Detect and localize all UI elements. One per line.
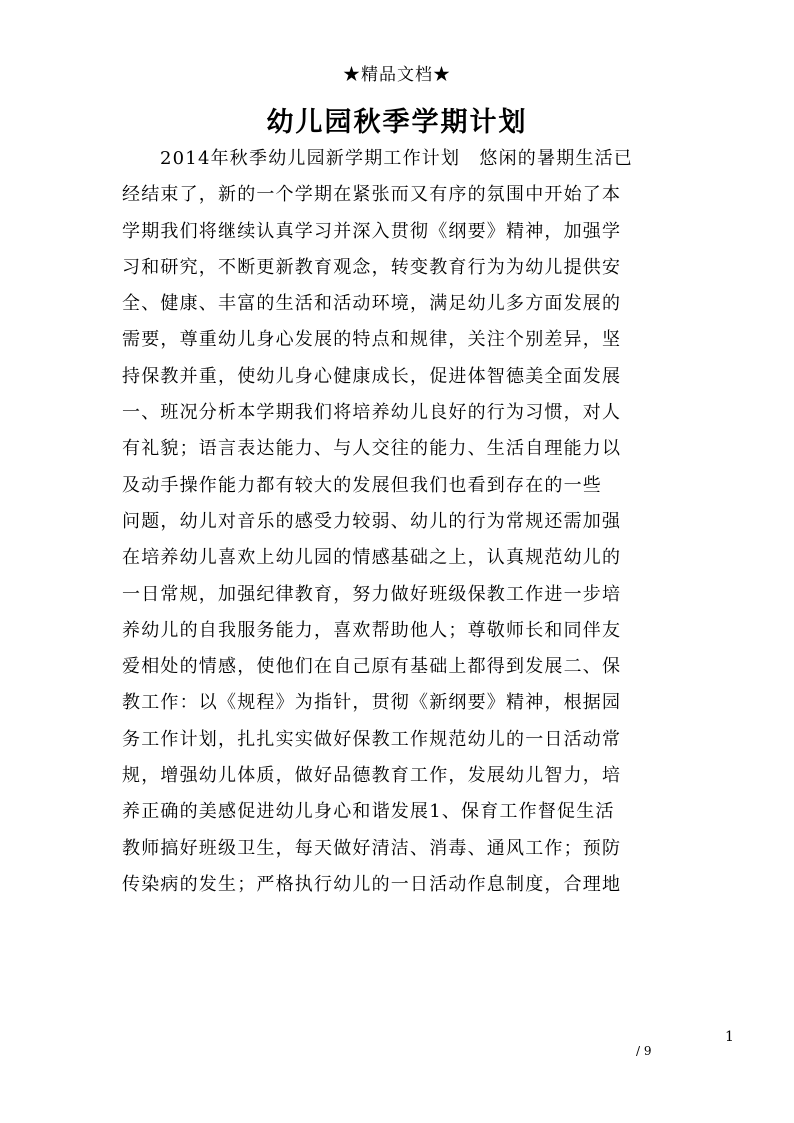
- body-line: 学期我们将继续认真学习并深入贯彻《纲要》精神，加强学: [122, 220, 622, 242]
- body-line: 习和研究，不断更新教育观念，转变教育行为为幼儿提供安: [122, 256, 622, 278]
- body-line: 教师搞好班级卫生，每天做好清洁、消毒、通风工作；预防: [122, 837, 622, 859]
- body-paragraph: [122, 141, 687, 903]
- body-line: 一日常规，加强纪律教育，努力做好班级保教工作进一步培: [122, 583, 622, 605]
- body-line: 规，增强幼儿体质，做好品德教育工作，发展幼儿智力，培: [122, 765, 622, 787]
- body-line: 有礼貌；语言表达能力、与人交往的能力、生活自理能力以: [122, 438, 622, 460]
- body-line: 一、班况分析本学期我们将培养幼儿良好的行为习惯，对人: [122, 402, 622, 424]
- body-line: 及动手操作能力都有较大的发展但我们也看到存在的一些: [122, 474, 602, 496]
- body-line: 传染病的发生；严格执行幼儿的一日活动作息制度，合理地: [122, 873, 622, 895]
- body-line: 务工作计划，扎扎实实做好保教工作规范幼儿的一日活动常: [122, 728, 622, 750]
- body-line: 问题，幼儿对音乐的感受力较弱、幼儿的行为常规还需加强: [122, 510, 622, 532]
- body-line: 在培养幼儿喜欢上幼儿园的情感基础之上，认真规范幼儿的: [122, 547, 622, 569]
- page-title: 幼儿园秋季学期计划: [266, 107, 528, 138]
- body-line: 2014年秋季幼儿园新学期工作计划 悠闲的暑期生活已: [160, 148, 634, 169]
- body-line: 爱相处的情感，使他们在自己原有基础上都得到发展二、保: [122, 656, 622, 678]
- body-line: 持保教并重，使幼儿身心健康成长，促进体智德美全面发展: [122, 365, 622, 387]
- body-line: 全、健康、丰富的生活和活动环境，满足幼儿多方面发展的: [122, 293, 622, 315]
- body-line: 养正确的美感促进幼儿身心和谐发展1、保育工作督促生活: [122, 801, 615, 823]
- body-line: 养幼儿的自我服务能力，喜欢帮助他人；尊敬师长和同伴友: [122, 619, 622, 641]
- body-line: 教工作：以《规程》为指针，贯彻《新纲要》精神，根据园: [122, 692, 622, 714]
- body-line: 需要，尊重幼儿身心发展的特点和规律，关注个别差异，坚: [122, 329, 622, 351]
- document-header-label: ★精品文档★: [343, 65, 451, 85]
- body-line: 经结束了，新的一个学期在紧张而又有序的氛围中开始了本: [122, 184, 622, 206]
- page-number: 1: [725, 1029, 734, 1045]
- page-total: / 9: [636, 1044, 652, 1058]
